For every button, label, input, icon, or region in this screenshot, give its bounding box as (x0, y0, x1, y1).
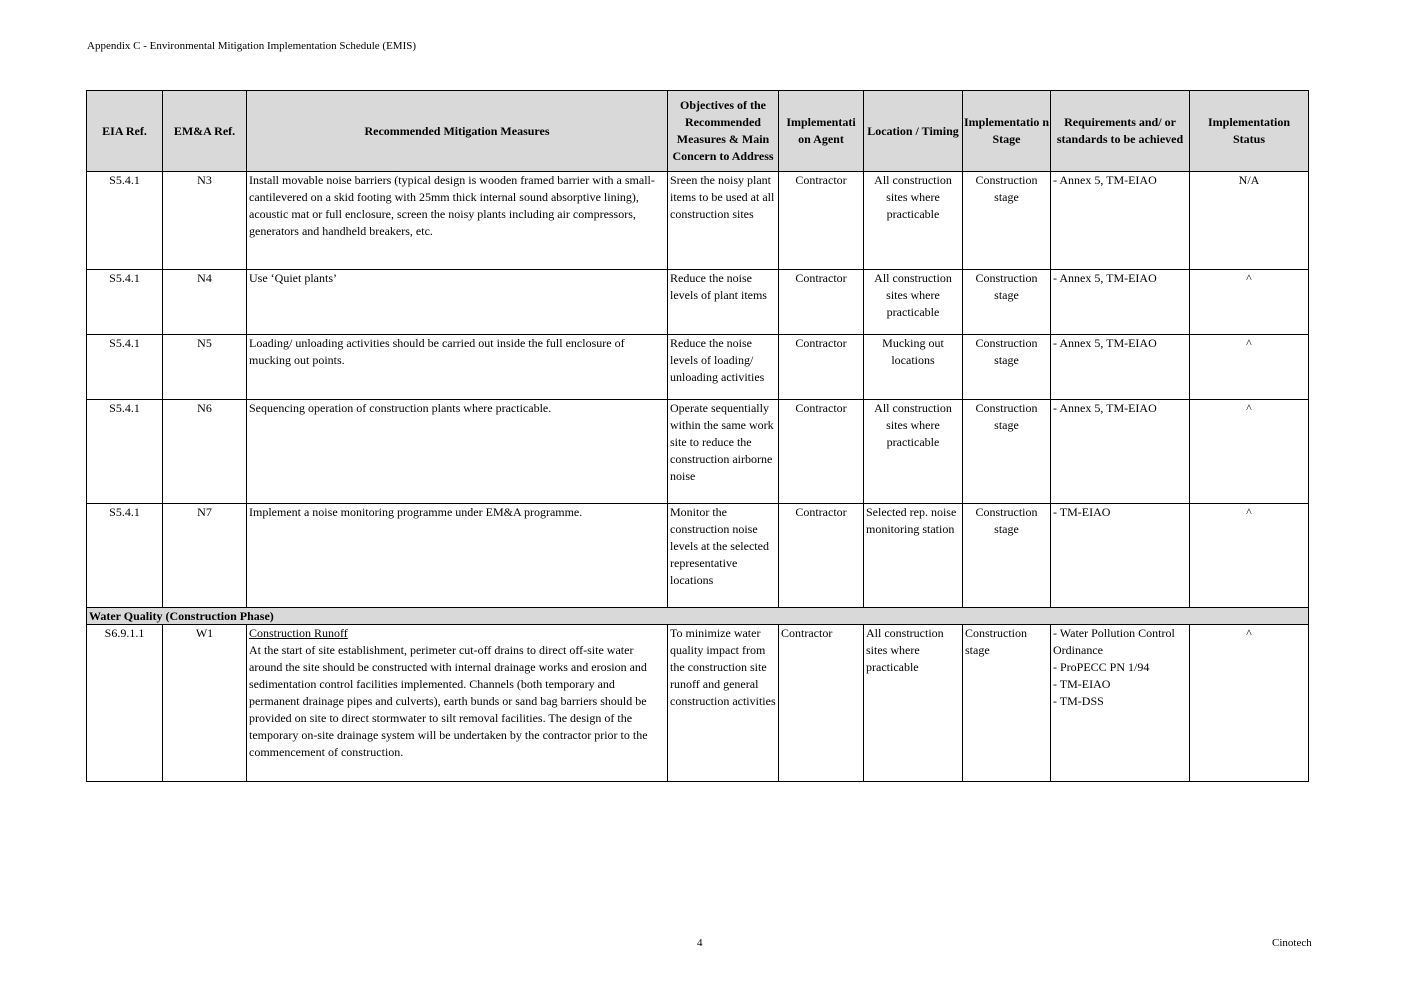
cell-location: All construction sites where practicable (864, 270, 963, 335)
cell-measures: Install movable noise barriers (typical design is wooden framed barrier with a small-cantilevered on a skid footing with 25mm thick internal sound absorptive lining), acoustic mat or full enclosure, screen the noisy plants including air compressors, generators and handheld breakers, etc. (247, 172, 668, 270)
cell-measures: Loading/ unloading activities should be carried out inside the full enclosure of mucking out points. (247, 335, 668, 400)
table-row (87, 504, 1309, 608)
requirement-item: - Annex 5, TM-EIAO (1053, 271, 1157, 285)
cell-requirements (1051, 625, 1190, 782)
cell-location: All construction sites where practicable (864, 172, 963, 270)
cell-agent: Contractor (779, 335, 864, 400)
cell-status: ^ (1190, 270, 1309, 335)
page-header-title: Appendix C - Environmental Mitigation Implementation Schedule (EMIS) (87, 40, 417, 52)
col-header-agent: Implementati on Agent (779, 91, 864, 172)
cell-objectives: Monitor the construction noise levels at the selected representative locations (668, 504, 779, 608)
requirement-item: - Annex 5, TM-EIAO (1053, 401, 1157, 415)
cell-ema-ref: W1 (163, 625, 247, 782)
cell-stage: Construction stage (963, 335, 1051, 400)
cell-stage: Construction stage (963, 504, 1051, 608)
cell-status: ^ (1190, 625, 1309, 782)
col-header-stage: Implementatio n Stage (963, 91, 1051, 172)
col-header-location: Location / Timing (864, 91, 963, 172)
col-header-status: Implementation Status (1190, 91, 1309, 172)
requirement-item: - TM-EIAO (1053, 677, 1111, 691)
cell-location: Mucking out locations (864, 335, 963, 400)
cell-requirements (1051, 504, 1190, 608)
cell-agent: Contractor (779, 625, 864, 782)
requirement-item: - Water Pollution Control Ordinance (1053, 626, 1175, 657)
cell-objectives: Sreen the noisy plant items to be used at all construction sites (668, 172, 779, 270)
cell-location: All construction sites where practicable (864, 400, 963, 504)
requirement-item: - TM-EIAO (1053, 505, 1111, 519)
cell-eia-ref: S6.9.1.1 (87, 625, 163, 782)
cell-objectives: Reduce the noise levels of plant items (668, 270, 779, 335)
requirement-item: - Annex 5, TM-EIAO (1053, 336, 1157, 350)
table-row (87, 270, 1309, 335)
cell-agent: Contractor (779, 172, 864, 270)
requirement-item: - Annex 5, TM-EIAO (1053, 173, 1157, 187)
col-header-requirements: Requirements and/ or standards to be achieved (1051, 91, 1190, 172)
cell-stage: Construction stage (963, 625, 1051, 782)
section-title-water-quality: Water Quality (Construction Phase) (87, 608, 1309, 625)
cell-ema-ref: N3 (163, 172, 247, 270)
col-header-measures: Recommended Mitigation Measures (247, 91, 668, 172)
cell-measures: Use ‘Quiet plants’ (247, 270, 668, 335)
cell-eia-ref: S5.4.1 (87, 504, 163, 608)
table-row (87, 625, 1309, 782)
cell-objectives: Reduce the noise levels of loading/ unloading activities (668, 335, 779, 400)
cell-stage: Construction stage (963, 270, 1051, 335)
section-header-row (87, 608, 1309, 625)
table-row (87, 172, 1309, 270)
table-header-row (87, 91, 1309, 172)
cell-stage: Construction stage (963, 400, 1051, 504)
cell-requirements (1051, 335, 1190, 400)
cell-agent: Contractor (779, 270, 864, 335)
cell-measures: Sequencing operation of construction plants where practicable. (247, 400, 668, 504)
table-row (87, 400, 1309, 504)
cell-measures: Implement a noise monitoring programme under EM&A programme. (247, 504, 668, 608)
company-name: Cinotech (1272, 937, 1312, 949)
cell-eia-ref: S5.4.1 (87, 400, 163, 504)
emis-table (86, 90, 1309, 782)
cell-objectives: To minimize water quality impact from the construction site runoff and general construction activities (668, 625, 779, 782)
cell-ema-ref: N4 (163, 270, 247, 335)
page-number: 4 (697, 937, 703, 949)
cell-location: All construction sites where practicable (864, 625, 963, 782)
cell-ema-ref: N5 (163, 335, 247, 400)
table-row (87, 335, 1309, 400)
col-header-ema-ref: EM&A Ref. (163, 91, 247, 172)
cell-agent: Contractor (779, 504, 864, 608)
cell-agent: Contractor (779, 400, 864, 504)
cell-status: ^ (1190, 400, 1309, 504)
cell-objectives: Operate sequentially within the same work site to reduce the construction airborne noise (668, 400, 779, 504)
col-header-eia-ref: EIA Ref. (87, 91, 163, 172)
measures-subtitle: Construction Runoff (249, 626, 348, 640)
cell-eia-ref: S5.4.1 (87, 172, 163, 270)
measures-text: At the start of site establishment, perimeter cut-off drains to direct off-site water around the site should be constructed with internal drainage works and erosion and sedimentation control facilities implemented. Channels (both temporary and permanent drainage pipes and culverts), earth bunds or sand bag barriers should be provided on site to direct stormwater to silt removal facilities. The design of the temporary on-site drainage system will be undertaken by the contractor prior to the commencement of construction. (249, 643, 648, 759)
cell-measures (247, 625, 668, 782)
col-header-objectives: Objectives of the Recommended Measures & Main Concern to Address (668, 91, 779, 172)
cell-requirements (1051, 172, 1190, 270)
requirement-item: - TM-DSS (1053, 694, 1104, 708)
cell-requirements (1051, 400, 1190, 504)
cell-eia-ref: S5.4.1 (87, 335, 163, 400)
cell-ema-ref: N7 (163, 504, 247, 608)
cell-ema-ref: N6 (163, 400, 247, 504)
requirement-item: - ProPECC PN 1/94 (1053, 660, 1150, 674)
cell-eia-ref: S5.4.1 (87, 270, 163, 335)
cell-location: Selected rep. noise monitoring station (864, 504, 963, 608)
cell-status: ^ (1190, 335, 1309, 400)
cell-status: ^ (1190, 504, 1309, 608)
cell-requirements (1051, 270, 1190, 335)
cell-status: N/A (1190, 172, 1309, 270)
cell-stage: Construction stage (963, 172, 1051, 270)
